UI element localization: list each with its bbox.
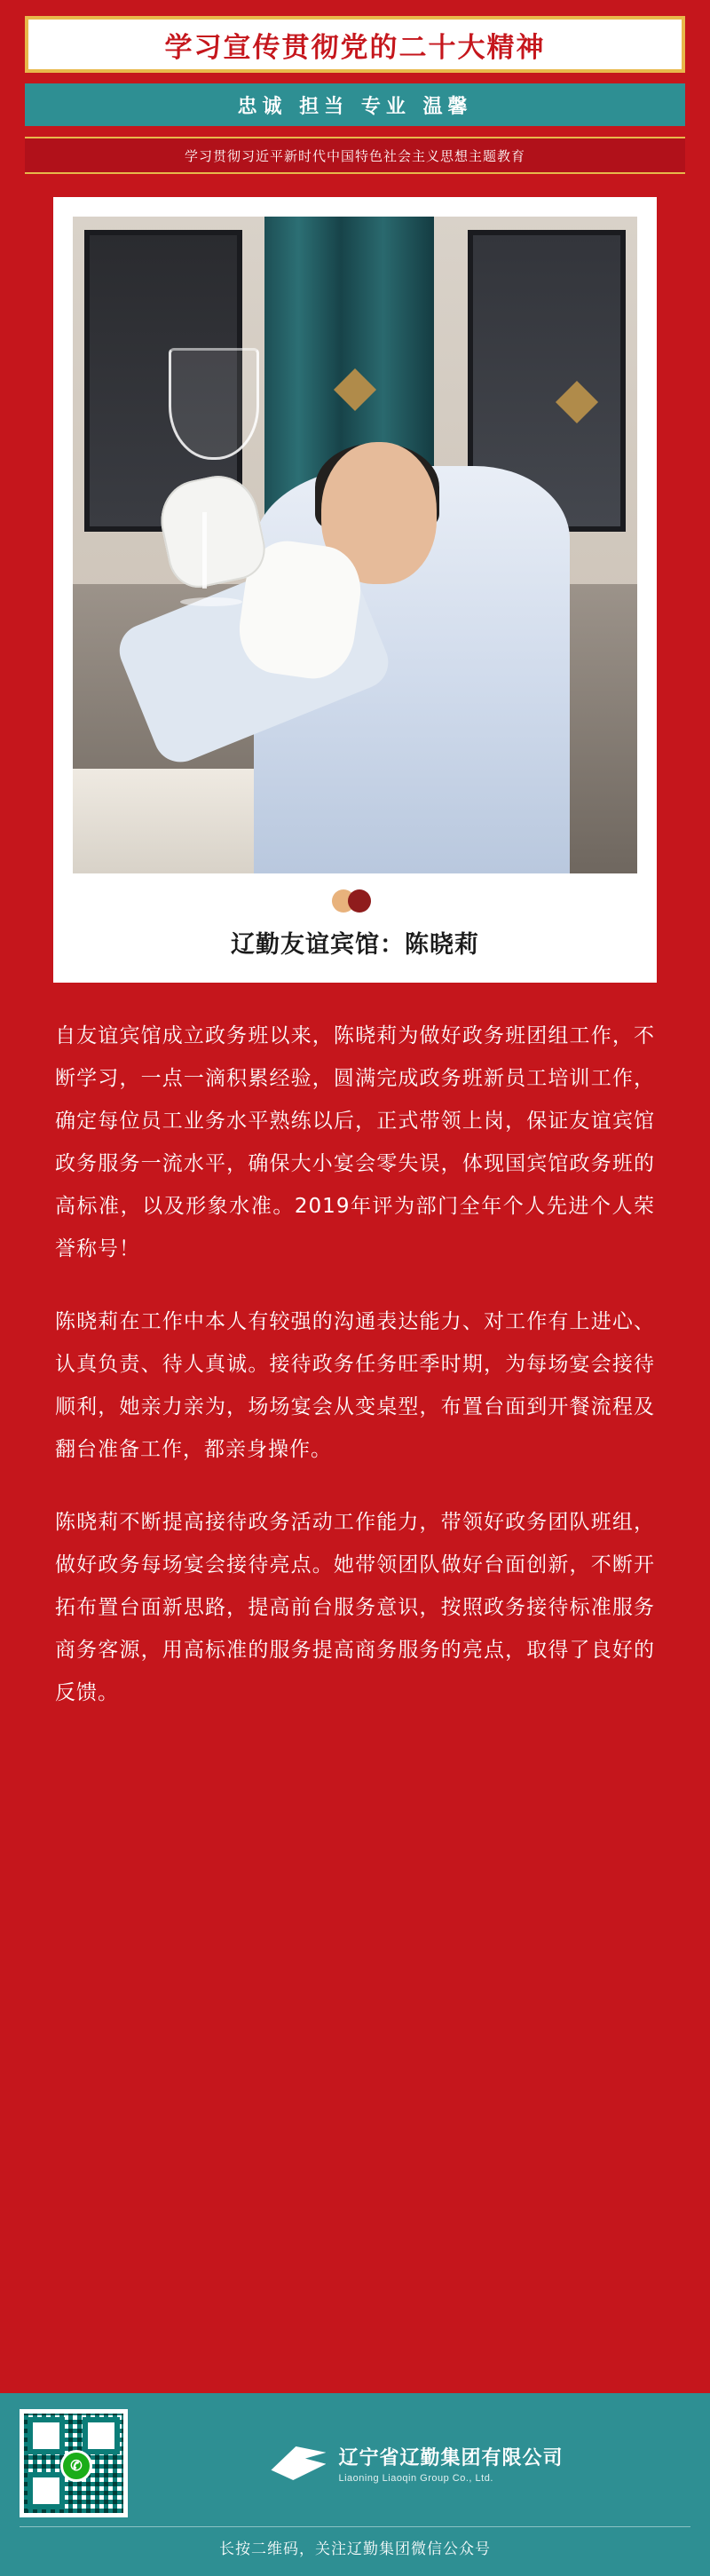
values-banner [25,83,685,126]
paragraph: 陈晓莉在工作中本人有较强的沟通表达能力、对工作有上进心、认真负责、待人真诚。接待政务任务旺季时期，为每场宴会接待顺利，她亲力亲为，场场宴会从变桌型，布置台面到开餐流程及翻台准备工作，都亲身操作。 [55,1310,655,1461]
qr-code-pattern [24,2414,123,2513]
brand-text [338,2443,563,2484]
divider-dots [328,889,382,913]
brand-name-cn: 辽宁省辽勤集团有限公司 [338,2447,564,2469]
brand-name-en: Liaoning Liaoqin Group Co., Ltd. [338,2473,493,2484]
qr-eye-top-left-icon [28,2417,65,2454]
photo-card [53,197,657,983]
photo-wine-glass-stem [202,512,207,589]
article-body [0,983,710,1753]
logo-swoosh-shape [271,2446,326,2480]
photo-table [73,769,264,873]
photo-caption: 辽勤友谊宾馆：陈晓莉 [231,931,479,959]
wechat-icon: ✆ [60,2450,92,2482]
sub-banner-text: 学习贯彻习近平新时代中国特色社会主义思想主题教育 [184,147,525,164]
main-banner [25,16,685,73]
values-banner-text: 忠诚 担当 专业 温馨 [237,95,473,118]
brand-block [144,2439,690,2487]
footer-note: 长按二维码，关注辽勤集团微信公众号 [219,2540,491,2558]
footer-top-row [20,2409,690,2517]
footer-divider [20,2526,690,2527]
company-logo-icon [271,2439,326,2487]
main-banner-text: 学习宣传贯彻党的二十大精神 [164,31,546,64]
dot-dark-red-icon [348,889,371,913]
feature-photo [73,217,637,873]
qr-eye-top-right-icon [83,2417,120,2454]
qr-code[interactable] [20,2409,128,2517]
footer [0,2393,710,2576]
paragraph: 陈晓莉不断提高接待政务活动工作能力，带领好政务团队班组，做好政务每场宴会接待亮点。她带领团队做好台面创新，不断开拓布置台面新思路，提高前台服务意识，按照政务接待标准服务商务客源，用高标准的服务提高商务服务的亮点，取得了良好的反馈。 [55,1511,655,1704]
sub-banner [25,137,685,174]
photo-wine-glass-bowl [169,348,259,460]
header [0,0,710,174]
qr-eye-bottom-left-icon [28,2472,65,2509]
paragraph: 自友谊宾馆成立政务班以来，陈晓莉为做好政务班团组工作，不断学习，一点一滴积累经验，圆满完成政务班新员工培训工作，确定每位员工业务水平熟练以后，正式带领上岗，保证友谊宾馆政务服务一流水平，确保大小宴会零失误，体现国宾馆政务班的高标准，以及形象水准。2019年评为部门全年个人先进个人荣誉称号！ [55,1024,655,1260]
